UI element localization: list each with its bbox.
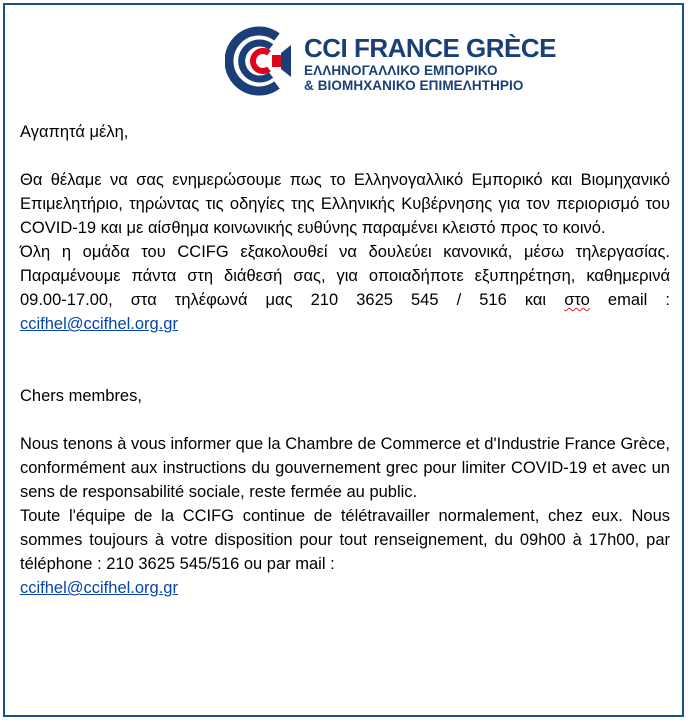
greek-paragraph-1: Θα θέλαμε να σας ενημερώσουμε πως το Ελληνογαλλικό Εμπορικό και Βιομηχανικό Επιμελητήριο, τηρώντας τις οδηγίες της Ελληνικής Κυβέρνησης για τον περιορισμό του COVID-19 και με αίσθημα κοινωνικής ευθύνης παραμένει κλειστό προς το κοινό. (20, 171, 670, 237)
greek-email-link[interactable]: ccifhel@ccifhel.org.gr (20, 315, 178, 333)
greek-greeting: Αγαπητά μέλη, (20, 123, 129, 141)
notice-body (20, 120, 670, 600)
logo-text (304, 33, 556, 93)
greek-email-prefix: email : (589, 291, 670, 309)
french-paragraph-2: Toute l'équipe de la CCIFG continue de télétravailler normalement, chez eux. Nous sommes toujours à votre disposition pour tout renseignement, du 09h00 à 17h00, par téléphone : 210 3625 545/516 ou par mail : (20, 507, 670, 573)
french-paragraph-1: Nous tenons à vous informer que la Chambre de Commerce et d'Industrie France Grèce, conformément aux instructions du gouvernement grec pour limiter COVID-19 et avec un sens de responsabilité sociale, reste fermée au public. (20, 435, 670, 501)
logo-title: CCI FRANCE GRÈCE (304, 33, 557, 63)
greek-paragraph-2-text: Όλη η ομάδα του CCIFG εξακολουθεί να δουλεύει κανονικά, μέσω τηλεργασίας. Παραμένουμε πάντα στη διάθεσή σας, για οποιαδήποτε εξυπηρέτηση, καθημερινά 09.00-17.00, στα τηλέφωνά μας 210 3625 545 / 516 και (20, 243, 670, 309)
french-greeting: Chers membres, (20, 387, 142, 405)
cci-logo-icon (225, 25, 295, 97)
french-email-link[interactable]: ccifhel@ccifhel.org.gr (20, 579, 178, 597)
logo-subtitle-line2: & ΒΙΟΜΗΧΑΝΙΚΟ ΕΠΙΜΕΛΗΤΗΡΙΟ (304, 78, 524, 93)
french-email-line (20, 576, 670, 600)
logo-subtitle-line1: ΕΛΛΗΝΟΓΑΛΛΙΚΟ ΕΜΠΟΡΙΚΟ (304, 63, 498, 78)
greek-word-sto: στο (564, 291, 590, 309)
greek-paragraph-2 (20, 240, 670, 336)
notice-frame (3, 3, 684, 717)
cci-france-grece-logo (225, 25, 557, 105)
